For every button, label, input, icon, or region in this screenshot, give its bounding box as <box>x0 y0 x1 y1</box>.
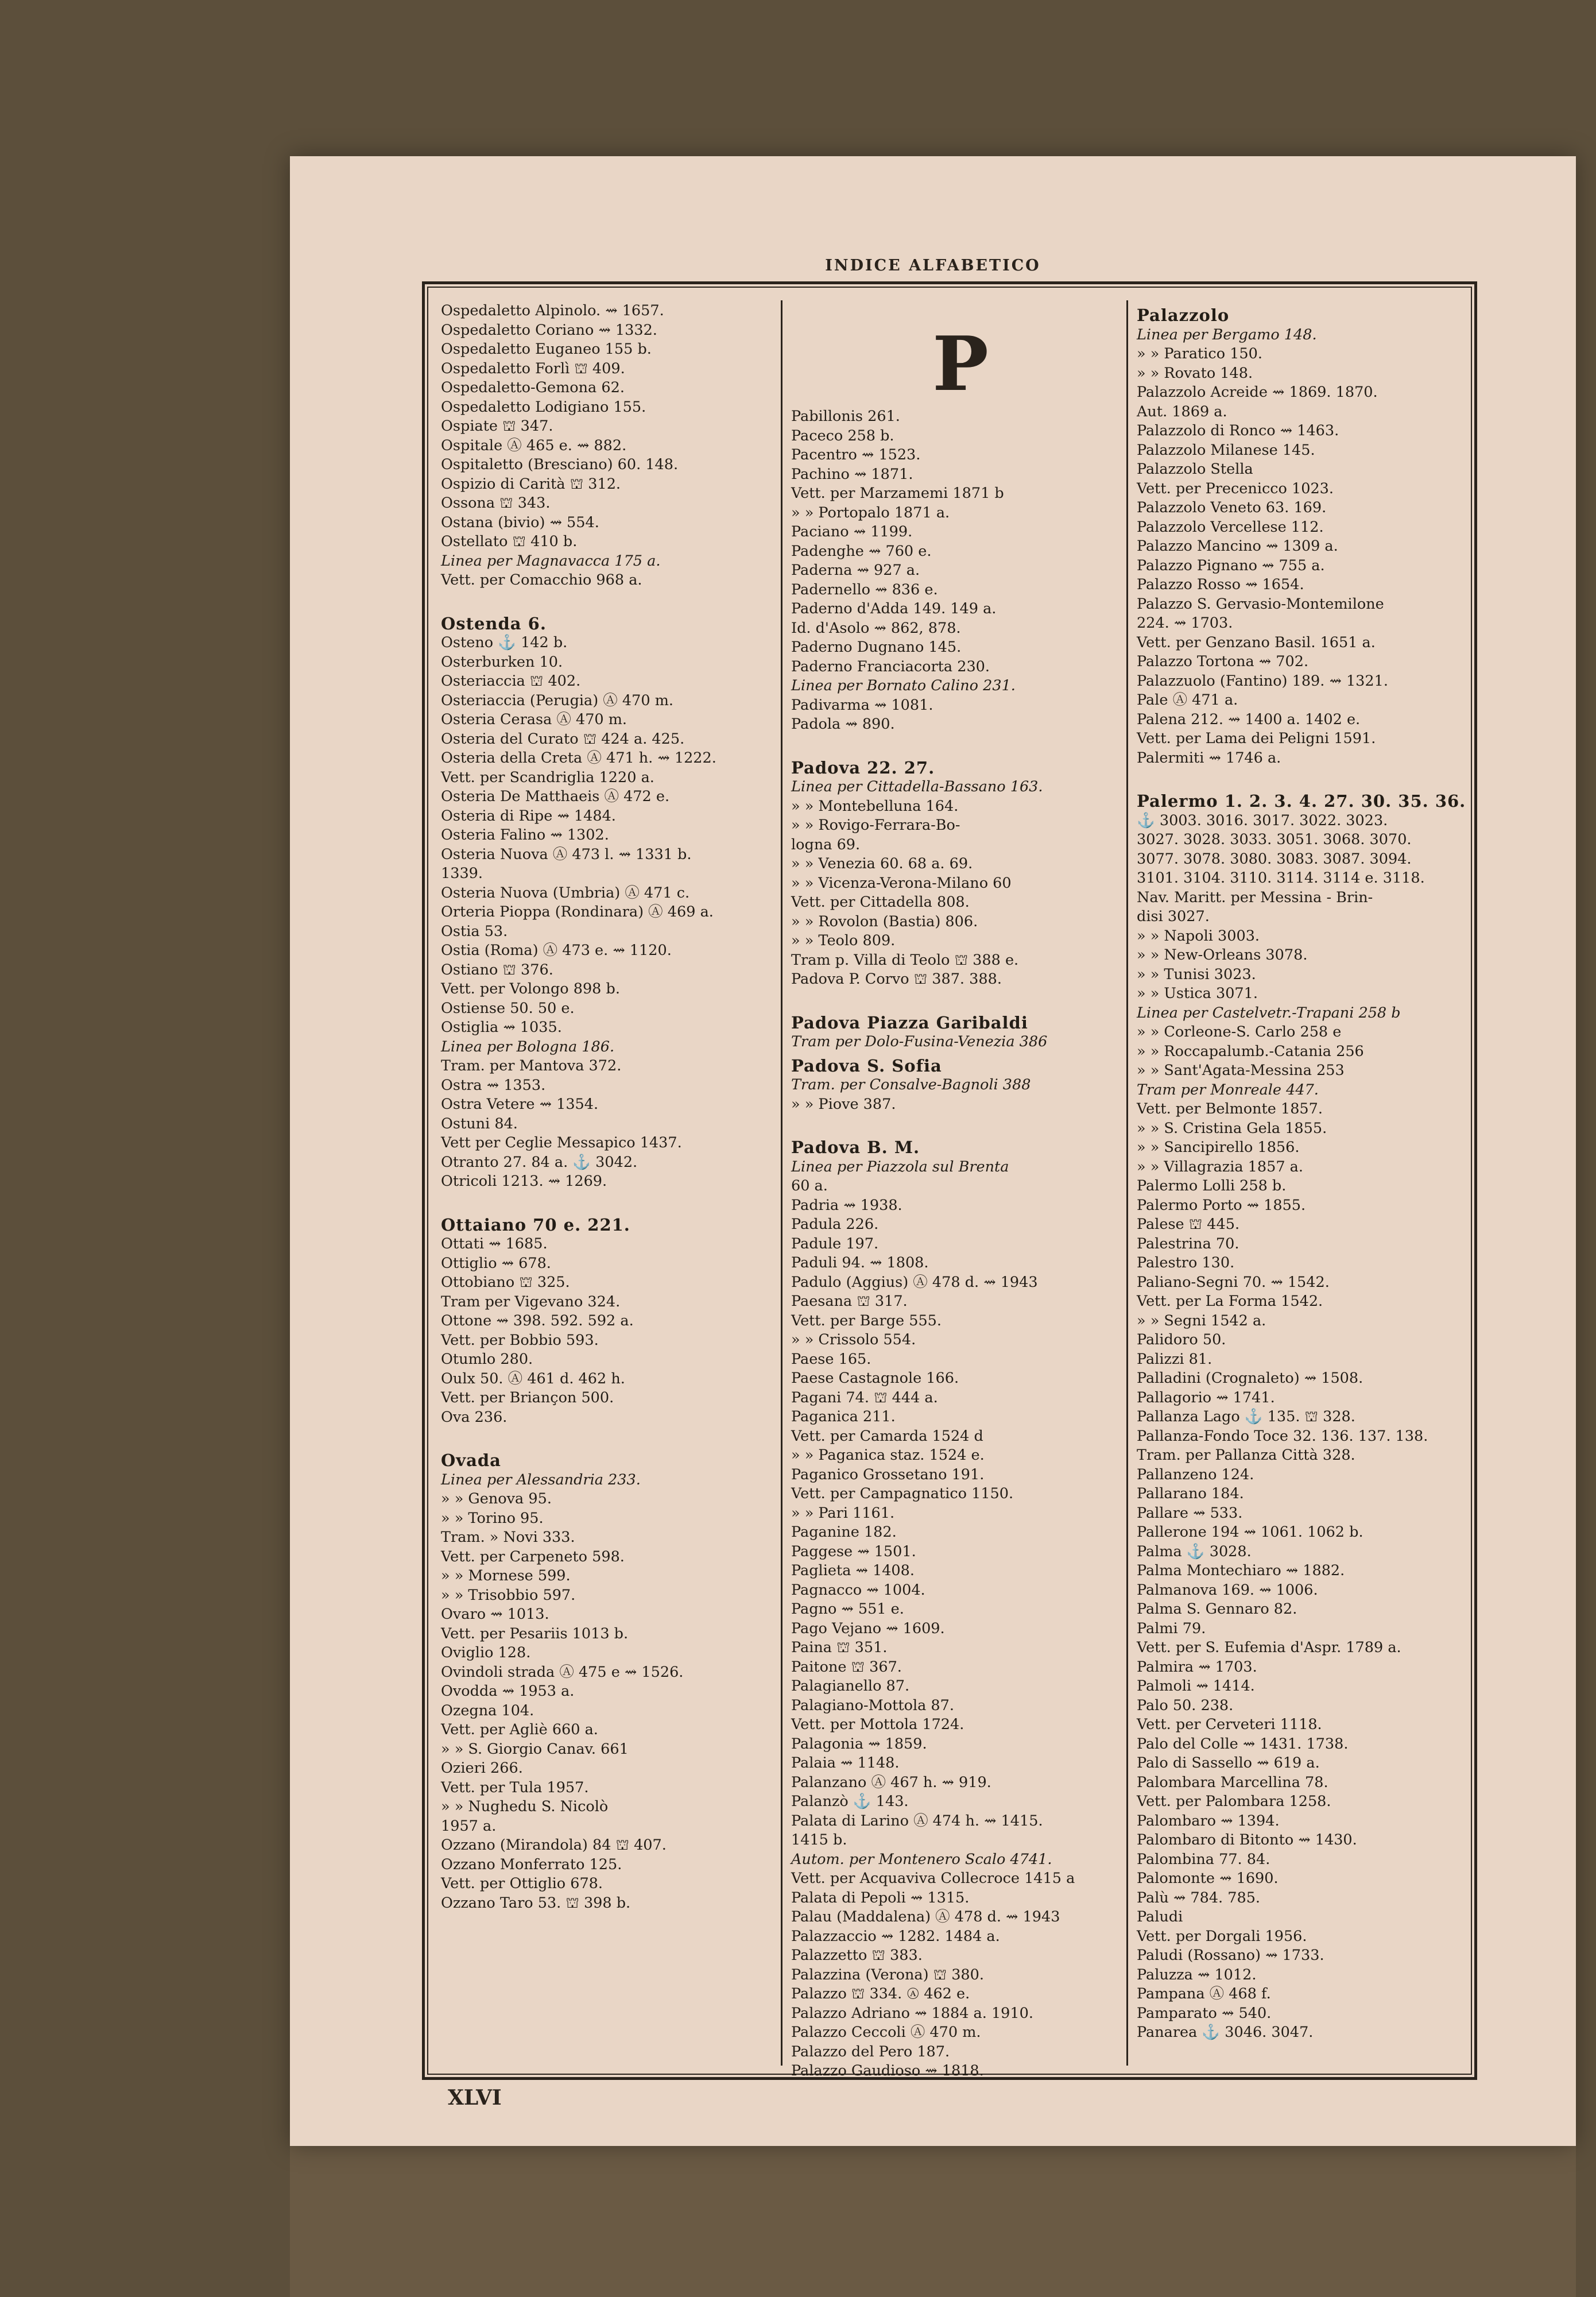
index-entry: Autom. per Montenero Scalo 4741. <box>791 1850 1052 1868</box>
section-letter: P <box>932 320 989 408</box>
index-entry <box>791 301 1130 321</box>
index-entry: Ova 236. <box>441 1408 508 1426</box>
index-entry: Ostia 53. <box>441 922 508 940</box>
index-entry: Ovindoli strada Ⓐ 475 e ⇝ 1526. <box>441 1663 684 1681</box>
index-entry: » » Ustica 3071. <box>1137 985 1258 1002</box>
index-entry: Palma Montechiaro ⇝ 1882. <box>1137 1562 1345 1579</box>
index-entry: ⚓ 3003. 3016. 3017. 3022. 3023. <box>1137 811 1388 829</box>
index-entry: Vett. per Lama dei Peligni 1591. <box>1137 730 1376 747</box>
index-entry: Paesana ⛫ 317. <box>791 1293 908 1310</box>
index-entry: Palata di Larino Ⓐ 474 h. ⇝ 1415. <box>791 1812 1043 1830</box>
index-entry: Vett. per Barge 555. <box>791 1312 942 1329</box>
index-entry: Oulx 50. Ⓐ 461 d. 462 h. <box>441 1370 625 1387</box>
index-entry: Ozzano Taro 53. ⛫ 398 b. <box>441 1894 631 1912</box>
index-entry: Paludi <box>1137 1908 1183 1925</box>
index-entry: Palanzano Ⓐ 467 h. ⇝ 919. <box>791 1773 991 1791</box>
index-entry: Oviglio 128. <box>441 1644 531 1661</box>
index-entry: Linea per Alessandria 233. <box>441 1471 641 1488</box>
index-entry: Palata di Pepoli ⇝ 1315. <box>791 1889 970 1907</box>
index-entry: Paganico Grossetano 191. <box>791 1465 985 1483</box>
index-entry: Pallagorio ⇝ 1741. <box>1137 1389 1275 1406</box>
index-entry: Vett. per Comacchio 968 a. <box>441 571 642 589</box>
index-entry: Palazzo Pignano ⇝ 755 a. <box>1137 556 1325 574</box>
index-entry: Palazzo Ceccoli Ⓐ 470 m. <box>791 2024 981 2041</box>
index-entry: disi 3027. <box>1137 908 1210 925</box>
index-entry: Pallarano 184. <box>1137 1485 1244 1502</box>
index-entry <box>441 1192 780 1211</box>
page-number: XLVI <box>448 2086 502 2110</box>
index-entry: Ostiglia ⇝ 1035. <box>441 1019 562 1036</box>
index-entry: Palau (Maddalena) Ⓐ 478 d. ⇝ 1943 <box>791 1908 1060 1925</box>
index-entry: Palo del Colle ⇝ 1431. 1738. <box>1137 1735 1349 1753</box>
index-entry: Vett. per Cittadella 808. <box>791 894 970 911</box>
index-entry: Paluzza ⇝ 1012. <box>1137 1966 1257 1983</box>
index-entry: Pampana Ⓐ 468 f. <box>1137 1985 1271 2002</box>
index-entry: 224. ⇝ 1703. <box>1137 614 1233 632</box>
index-entry: Osteria Falino ⇝ 1302. <box>441 826 609 844</box>
index-entry: 1415 b. <box>791 1831 847 1849</box>
index-entry: Palo di Sassello ⇝ 619 a. <box>1137 1754 1320 1772</box>
index-entry: » » Rovigo-Ferrara-Bo- <box>791 817 960 834</box>
index-entry: Vett. per Belmonte 1857. <box>1137 1100 1323 1117</box>
index-entry: Palazzo S. Gervasio-Montemilone <box>1137 595 1384 613</box>
index-entry: Osteria di Ripe ⇝ 1484. <box>441 807 616 825</box>
index-entry: Pale Ⓐ 471 a. <box>1137 691 1238 709</box>
index-entry: Linea per Cittadella-Bassano 163. <box>791 778 1043 795</box>
index-entry: Ozzano (Mirandola) 84 ⛫ 407. <box>441 1836 667 1854</box>
index-entry: Ozieri 266. <box>441 1760 523 1777</box>
index-entry: » » Piove 387. <box>791 1095 896 1113</box>
index-entry: Palmoli ⇝ 1414. <box>1137 1677 1255 1695</box>
index-entry: Tram per Vigevano 324. <box>441 1293 621 1310</box>
index-entry: Palazzo del Pero 187. <box>791 2043 950 2060</box>
index-entry: Tram. per Pallanza Città 328. <box>1137 1447 1355 1464</box>
index-entry: Osteria Nuova (Umbria) Ⓐ 471 c. <box>441 884 690 902</box>
index-entry: » » Rovolon (Bastia) 806. <box>791 912 978 930</box>
index-entry: Palmi 79. <box>1137 1619 1206 1637</box>
index-entry: Tram p. Villa di Teolo ⛫ 388 e. <box>791 951 1019 969</box>
index-heading: Ottaiano 70 e. 221. <box>441 1215 630 1235</box>
index-heading: Padova Piazza Garibaldi <box>791 1012 1028 1033</box>
index-entry: Padule 197. <box>791 1235 879 1252</box>
index-entry: Palazzolo Veneto 63. 169. <box>1137 499 1327 516</box>
index-entry: Vett. per Volongo 898 b. <box>441 980 620 997</box>
index-entry: Pamparato ⇝ 540. <box>1137 2004 1272 2022</box>
index-entry: Tram per Dolo-Fusina-Venezia 386 <box>791 1033 1048 1050</box>
index-entry: Vett. per Mottola 1724. <box>791 1716 964 1733</box>
index-entry: Ostana (bivio) ⇝ 554. <box>441 513 599 531</box>
index-entry: Ospedaletto Euganeo 155 b. <box>441 341 652 358</box>
index-entry: Paderno Dugnano 145. <box>791 639 962 656</box>
index-entry: » » Sancipirello 1856. <box>1137 1139 1300 1156</box>
index-entry: Ottiglio ⇝ 678. <box>441 1254 551 1272</box>
index-entry: Paggese ⇝ 1501. <box>791 1542 916 1560</box>
index-entry: Palizzi 81. <box>1137 1350 1213 1368</box>
index-entry: 3027. 3028. 3033. 3051. 3068. 3070. <box>1137 831 1412 848</box>
index-entry: Osteria Cerasa Ⓐ 470 m. <box>441 711 627 728</box>
index-entry: Palagianello 87. <box>791 1677 910 1695</box>
index-entry: Osterburken 10. <box>441 653 563 671</box>
index-entry: Vett. per Tula 1957. <box>441 1778 589 1796</box>
index-entry: » » Tunisi 3023. <box>1137 965 1256 983</box>
index-heading: Palermo 1. 2. 3. 4. 27. 30. 35. 36. <box>1137 791 1466 811</box>
index-entry: » » S. Cristina Gela 1855. <box>1137 1119 1327 1137</box>
index-entry: Linea per Bornato Calino 231. <box>791 677 1016 694</box>
index-entry: Vett. per Marzamemi 1871 b <box>791 485 1004 502</box>
index-entry: Ovaro ⇝ 1013. <box>441 1606 549 1623</box>
index-entry: Palagiano-Mottola 87. <box>791 1696 954 1714</box>
index-entry: » » Portopalo 1871 a. <box>791 504 950 521</box>
index-entry <box>791 734 1130 754</box>
index-entry: » » Sant'Agata-Messina 253 <box>1137 1062 1345 1079</box>
index-entry: Palanzò ⚓ 143. <box>791 1793 909 1810</box>
index-entry: Ostra ⇝ 1353. <box>441 1076 546 1094</box>
index-entry: Palazzaccio ⇝ 1282. 1484 a. <box>791 1927 1000 1945</box>
index-entry: Ospizio di Carità ⛫ 312. <box>441 475 621 493</box>
index-entry: » » Vicenza-Verona-Milano 60 <box>791 874 1012 892</box>
index-entry: Ossona ⛫ 343. <box>441 494 551 512</box>
index-entry: Vett. per Precenicco 1023. <box>1137 479 1334 497</box>
index-entry: Vett. per Acquaviva Collecroce 1415 a <box>791 1870 1075 1887</box>
index-entry: Vett. per Campagnatico 1150. <box>791 1485 1014 1502</box>
index-entry: Ozzano Monferrato 125. <box>441 1855 622 1873</box>
index-entry: Vett. per Dorgali 1956. <box>1137 1927 1307 1945</box>
index-entry: Palaia ⇝ 1148. <box>791 1754 900 1772</box>
index-entry: » » Crissolo 554. <box>791 1331 916 1348</box>
index-entry: Ospitale Ⓐ 465 e. ⇝ 882. <box>441 436 627 454</box>
index-entry: logna 69. <box>791 836 861 853</box>
index-entry: Linea per Bologna 186. <box>441 1038 615 1055</box>
index-entry: Palazzolo Stella <box>1137 461 1253 478</box>
index-entry: Palazzolo Acreide ⇝ 1869. 1870. <box>1137 384 1378 401</box>
index-heading: Ostenda 6. <box>441 613 547 633</box>
index-entry: Orteria Pioppa (Rondinara) Ⓐ 469 a. <box>441 903 714 921</box>
index-entry: Palermiti ⇝ 1746 a. <box>1137 749 1281 767</box>
index-entry: Ostiense 50. 50 e. <box>441 999 575 1017</box>
index-entry: » » Montebelluna 164. <box>791 797 959 815</box>
index-entry: Vett. per Genzano Basil. 1651 a. <box>1137 633 1376 651</box>
index-entry: Pallare ⇝ 533. <box>1137 1504 1243 1522</box>
index-entry: » » Paratico 150. <box>1137 345 1262 362</box>
index-entry: Tram per Monreale 447. <box>1137 1081 1319 1099</box>
index-column-3 <box>1137 301 1475 2066</box>
index-entry: » » Segni 1542 a. <box>1137 1312 1266 1329</box>
index-entry: 3077. 3078. 3080. 3083. 3087. 3094. <box>1137 850 1412 868</box>
index-entry: » » Teolo 809. <box>791 932 896 949</box>
index-entry: Osteria De Matthaeis Ⓐ 472 e. <box>441 788 670 805</box>
index-entry: Palermo Lolli 258 b. <box>1137 1177 1287 1194</box>
index-entry: Padivarma ⇝ 1081. <box>791 696 933 714</box>
index-entry: Paglieta ⇝ 1408. <box>791 1562 915 1579</box>
index-entry: Ospitaletto (Bresciano) 60. 148. <box>441 456 679 473</box>
index-entry: Paduli 94. ⇝ 1808. <box>791 1254 929 1271</box>
index-entry: Ostuni 84. <box>441 1115 518 1132</box>
index-entry: Linea per Piazzola sul Brenta <box>791 1158 1009 1175</box>
index-entry: Tram. per Consalve-Bagnoli 388 <box>791 1076 1031 1093</box>
index-entry: Pallanza Lago ⚓ 135. ⛫ 328. <box>1137 1408 1355 1425</box>
index-entry <box>441 590 780 610</box>
index-entry: Ostia (Roma) Ⓐ 473 e. ⇝ 1120. <box>441 942 672 959</box>
index-entry: Palombaro ⇝ 1394. <box>1137 1812 1280 1830</box>
index-entry: Ottati ⇝ 1685. <box>441 1235 548 1252</box>
index-entry: Palazzo Rosso ⇝ 1654. <box>1137 576 1304 593</box>
index-entry: Palombaro di Bitonto ⇝ 1430. <box>1137 1831 1357 1849</box>
index-entry: 1957 a. <box>441 1817 497 1835</box>
index-entry: Vett. per S. Eufemia d'Aspr. 1789 a. <box>1137 1639 1401 1656</box>
index-entry: Pagani 74. ⛫ 444 a. <box>791 1389 938 1406</box>
index-entry: Ospiate ⛫ 347. <box>441 417 553 435</box>
index-entry: Pagno ⇝ 551 e. <box>791 1600 904 1618</box>
index-entry: Palazzina (Verona) ⛫ 380. <box>791 1966 984 1983</box>
index-entry: Padola ⇝ 890. <box>791 716 895 733</box>
index-entry: Pagnacco ⇝ 1004. <box>791 1581 925 1599</box>
index-entry: Vett. per Ottiglio 678. <box>441 1875 603 1892</box>
index-entry: Paese Castagnole 166. <box>791 1370 959 1387</box>
index-entry: Palù ⇝ 784. 785. <box>1137 1889 1261 1907</box>
index-entry: » » S. Giorgio Canav. 661 <box>441 1740 629 1758</box>
index-entry: Palazzo Tortona ⇝ 702. <box>1137 653 1309 670</box>
index-entry: Tram. » Novi 333. <box>441 1529 575 1546</box>
index-entry: Pallanza-Fondo Toce 32. 136. 137. 138. <box>1137 1427 1428 1445</box>
index-entry: Id. d'Asolo ⇝ 862, 878. <box>791 619 961 637</box>
index-entry: Paderna ⇝ 927 a. <box>791 562 920 579</box>
index-heading: Ovada <box>441 1451 501 1470</box>
index-column-1 <box>441 301 780 2066</box>
index-entry: Nav. Maritt. per Messina - Brin- <box>1137 888 1373 906</box>
index-entry: Vett. per Briançon 500. <box>441 1389 614 1406</box>
index-entry: Padernello ⇝ 836 e. <box>791 581 938 598</box>
index-entry: Ozegna 104. <box>441 1702 534 1719</box>
index-entry: Paina ⛫ 351. <box>791 1639 888 1656</box>
index-entry: Ospedaletto-Gemona 62. <box>441 379 625 396</box>
index-entry: Padova P. Corvo ⛫ 387. 388. <box>791 970 1002 988</box>
column-divider <box>781 300 782 2066</box>
index-entry: Ospedaletto Alpinolo. ⇝ 1657. <box>441 302 664 319</box>
index-entry: Pallerone 194 ⇝ 1061. 1062 b. <box>1137 1523 1363 1541</box>
index-entry: Padenghe ⇝ 760 e. <box>791 542 932 560</box>
index-entry: Paludi (Rossano) ⇝ 1733. <box>1137 1947 1324 1964</box>
index-column-2 <box>791 301 1130 2079</box>
index-entry: Palena 212. ⇝ 1400 a. 1402 e. <box>1137 710 1361 728</box>
index-entry: Osteno ⚓ 142 b. <box>441 634 568 651</box>
index-entry: Palma ⚓ 3028. <box>1137 1542 1252 1560</box>
index-entry: Osteria Nuova Ⓐ 473 l. ⇝ 1331 b. <box>441 845 692 863</box>
index-entry: Pachino ⇝ 1871. <box>791 465 913 483</box>
index-entry: Osteriaccia (Perugia) Ⓐ 470 m. <box>441 691 673 709</box>
index-entry: Ospedaletto Lodigiano 155. <box>441 398 646 416</box>
index-entry: Linea per Castelvetr.-Trapani 258 b <box>1137 1004 1401 1022</box>
index-entry: Padula 226. <box>791 1216 879 1233</box>
index-entry: Paderno Franciacorta 230. <box>791 658 990 675</box>
index-entry: » » Trisobbio 597. <box>441 1586 576 1604</box>
index-entry: Osteria della Creta Ⓐ 471 h. ⇝ 1222. <box>441 749 716 767</box>
index-entry: Panarea ⚓ 3046. 3047. <box>1137 2024 1314 2041</box>
index-entry: » » Torino 95. <box>441 1509 544 1527</box>
index-entry: Palombara Marcellina 78. <box>1137 1773 1328 1791</box>
index-entry: Palese ⛫ 445. <box>1137 1216 1240 1233</box>
index-entry: Palladini (Crognaleto) ⇝ 1508. <box>1137 1370 1363 1387</box>
index-entry: » » Mornese 599. <box>441 1567 571 1584</box>
index-entry: Padria ⇝ 1938. <box>791 1196 902 1214</box>
index-entry: » » Corleone-S. Carlo 258 e <box>1137 1023 1342 1041</box>
index-entry: Palazzolo Milanese 145. <box>1137 441 1315 459</box>
index-entry: Palagonia ⇝ 1859. <box>791 1735 927 1753</box>
index-entry: Vett. per Pesariis 1013 b. <box>441 1625 629 1642</box>
index-entry: » » Villagrazia 1857 a. <box>1137 1158 1303 1175</box>
index-entry: Vett. per Bobbio 593. <box>441 1331 599 1349</box>
index-entry <box>441 1427 780 1447</box>
index-entry: Padulo (Aggius) Ⓐ 478 d. ⇝ 1943 <box>791 1273 1038 1291</box>
index-entry: Tram. per Mantova 372. <box>441 1057 622 1074</box>
index-entry: Palidoro 50. <box>1137 1331 1226 1348</box>
index-entry: Ostra Vetere ⇝ 1354. <box>441 1096 599 1113</box>
index-heading: Padova 22. 27. <box>791 757 935 778</box>
index-entry: Ottobiano ⛫ 325. <box>441 1274 570 1291</box>
index-entry <box>1137 768 1475 787</box>
index-entry: » » Pari 1161. <box>791 1504 895 1522</box>
index-entry: Palazzetto ⛫ 383. <box>791 1947 923 1964</box>
index-entry: Paese 165. <box>791 1350 871 1368</box>
index-entry: Linea per Magnavacca 175 a. <box>441 552 661 570</box>
index-frame <box>422 281 1477 2080</box>
page-header: INDICE ALFABETICO <box>825 257 1041 274</box>
index-entry: Paitone ⛫ 367. <box>791 1658 902 1676</box>
index-entry: Palermo Porto ⇝ 1855. <box>1137 1196 1306 1214</box>
index-entry: Pacentro ⇝ 1523. <box>791 446 921 463</box>
index-entry: » » Roccapalumb.-Catania 256 <box>1137 1042 1364 1060</box>
index-entry: Pallanzeno 124. <box>1137 1465 1254 1483</box>
index-entry: » » Venezia 60. 68 a. 69. <box>791 855 973 872</box>
index-entry: Osteria del Curato ⛫ 424 a. 425. <box>441 730 685 748</box>
index-entry: Paciano ⇝ 1199. <box>791 523 913 540</box>
index-entry: Palazzo Mancino ⇝ 1309 a. <box>1137 537 1338 555</box>
index-entry: Palomonte ⇝ 1690. <box>1137 1870 1279 1887</box>
index-entry: Palo 50. 238. <box>1137 1696 1234 1714</box>
index-entry: Palestro 130. <box>1137 1254 1235 1271</box>
index-entry: Otricoli 1213. ⇝ 1269. <box>441 1173 607 1190</box>
index-entry: Vett. per Cerveteri 1118. <box>1137 1716 1322 1733</box>
index-entry: Otranto 27. 84 a. ⚓ 3042. <box>441 1153 638 1171</box>
index-entry: Palazzo Gaudioso ⇝ 1818. <box>791 2062 984 2079</box>
index-entry: Paceco 258 b. <box>791 427 894 444</box>
index-entry: » » Genova 95. <box>441 1490 552 1507</box>
index-entry: Vett. per Carpeneto 598. <box>441 1548 625 1565</box>
index-entry: Palazzolo Vercellese 112. <box>1137 518 1324 536</box>
index-entry: Aut. 1869 a. <box>1137 403 1227 420</box>
index-entry: Ospedaletto Coriano ⇝ 1332. <box>441 321 657 339</box>
index-entry: Ovodda ⇝ 1953 a. <box>441 1683 575 1700</box>
index-entry: Palmanova 169. ⇝ 1006. <box>1137 1581 1318 1599</box>
index-entry: Vett. per Camarda 1524 d <box>791 1427 983 1445</box>
index-entry: Vett per Ceglie Messapico 1437. <box>441 1134 682 1151</box>
index-entry: Paliano-Segni 70. ⇝ 1542. <box>1137 1273 1330 1291</box>
index-entry: » » Paganica staz. 1524 e. <box>791 1447 985 1464</box>
index-entry: Vett. per Scandriglia 1220 a. <box>441 768 654 786</box>
index-entry: Pabillonis 261. <box>791 408 900 425</box>
page-sheet <box>290 156 1576 2146</box>
index-entry: Otumlo 280. <box>441 1351 533 1368</box>
index-entry: » » Rovato 148. <box>1137 364 1253 382</box>
index-entry: Paderno d'Adda 149. 149 a. <box>791 600 997 617</box>
index-entry: Palazzo ⛫ 334. Ⓐ 462 e. <box>791 1985 970 2002</box>
index-entry: Palazzo Adriano ⇝ 1884 a. 1910. <box>791 2004 1033 2022</box>
index-entry: Paganica 211. <box>791 1408 896 1425</box>
index-heading: Palazzolo <box>1137 306 1230 325</box>
index-entry <box>791 1114 1130 1134</box>
index-entry: Vett. per Agliè 660 a. <box>441 1721 598 1738</box>
index-entry: Ottone ⇝ 398. 592. 592 a. <box>441 1312 634 1329</box>
index-entry: Palazzolo di Ronco ⇝ 1463. <box>1137 422 1339 439</box>
index-entry: 3101. 3104. 3110. 3114. 3114 e. 3118. <box>1137 869 1425 887</box>
index-entry: Linea per Bergamo 148. <box>1137 326 1317 343</box>
index-entry: Palmira ⇝ 1703. <box>1137 1658 1257 1676</box>
index-entry: Palazzuolo (Fantino) 189. ⇝ 1321. <box>1137 672 1388 690</box>
index-entry <box>791 989 1130 1009</box>
index-heading: Padova B. M. <box>791 1138 920 1157</box>
index-entry: 60 a. <box>791 1177 828 1194</box>
index-entry: Vett. per La Forma 1542. <box>1137 1293 1323 1310</box>
index-entry: Vett. per Palombara 1258. <box>1137 1793 1331 1810</box>
cover-flap <box>290 2146 1576 2297</box>
index-entry: Ostiano ⛫ 376. <box>441 961 553 979</box>
index-entry: » » Nughedu S. Nicolò <box>441 1798 609 1815</box>
index-entry: » » Napoli 3003. <box>1137 927 1260 945</box>
index-heading: Padova S. Sofia <box>791 1055 942 1076</box>
index-entry: Osteriaccia ⛫ 402. <box>441 672 581 690</box>
index-entry: » » New-Orleans 3078. <box>1137 946 1308 964</box>
index-entry: Paganine 182. <box>791 1523 897 1541</box>
index-entry: Palma S. Gennaro 82. <box>1137 1600 1297 1618</box>
index-entry: Ostellato ⛫ 410 b. <box>441 533 578 550</box>
index-entry: Palombina 77. 84. <box>1137 1850 1270 1868</box>
index-entry: Palestrina 70. <box>1137 1235 1239 1252</box>
index-entry: Ospedaletto Forlì ⛫ 409. <box>441 359 625 377</box>
index-entry: Pago Vejano ⇝ 1609. <box>791 1619 945 1637</box>
index-entry: 1339. <box>441 865 483 882</box>
